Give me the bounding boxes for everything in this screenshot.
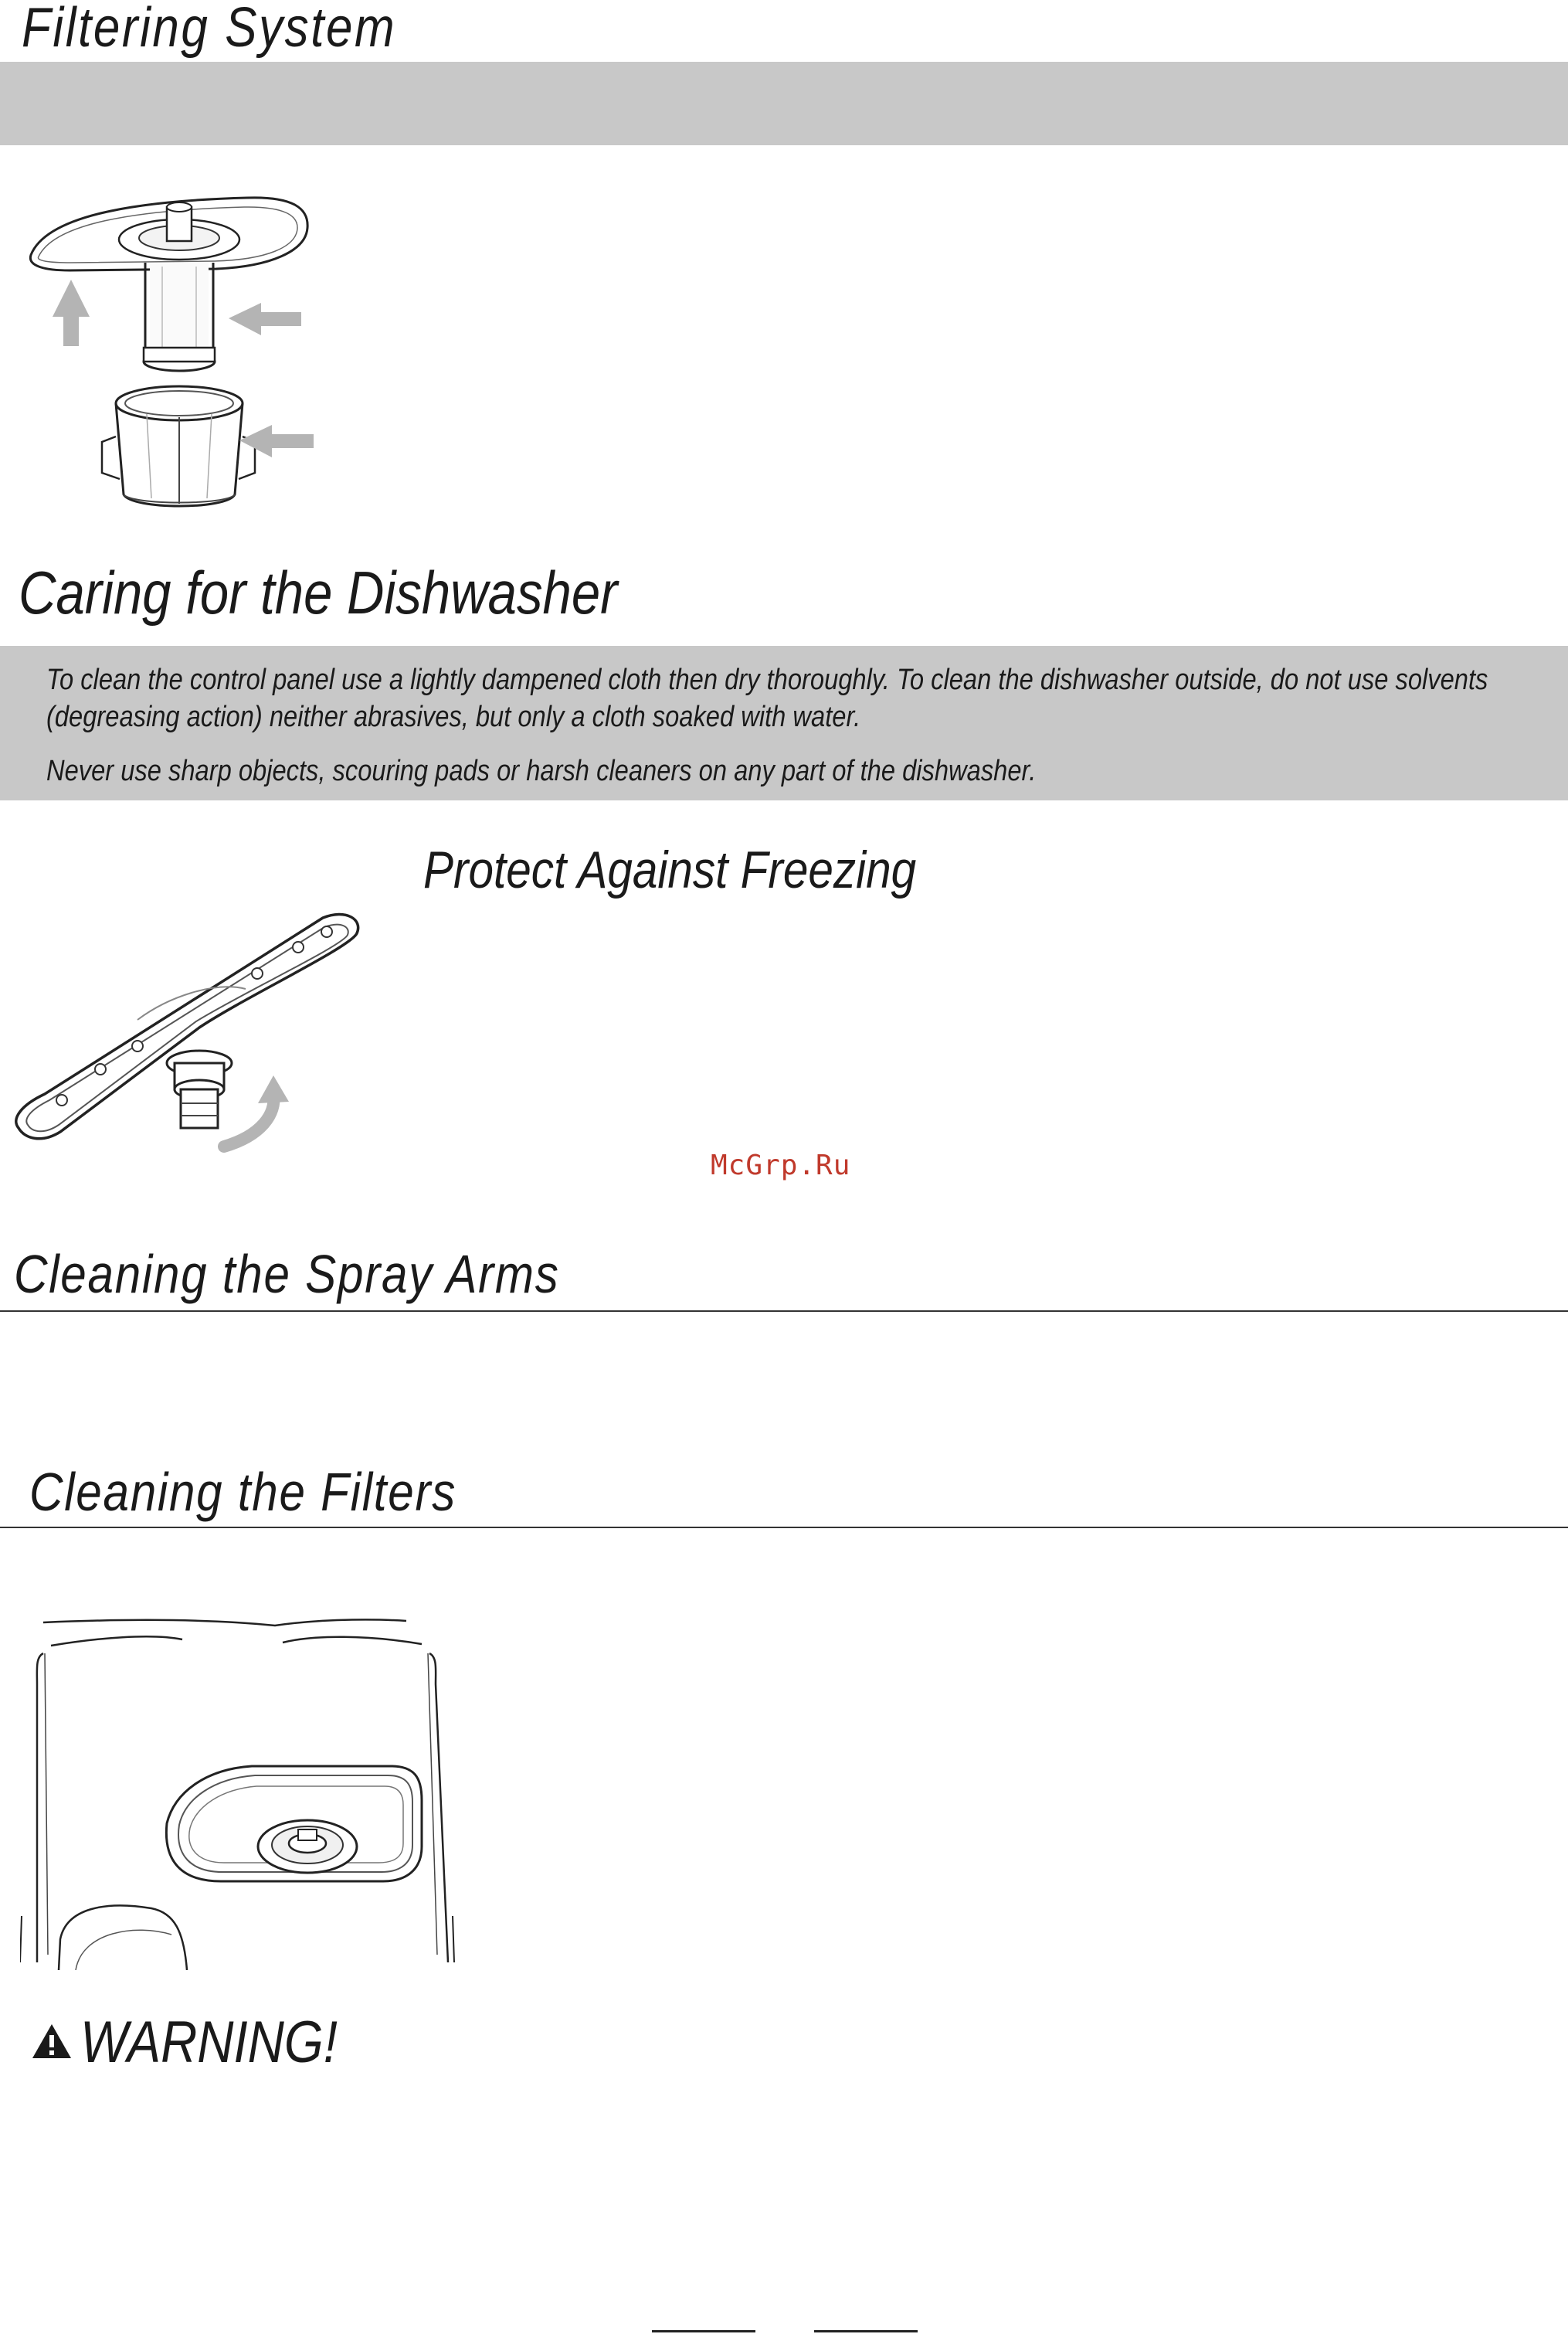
footer-line-left: [652, 2330, 755, 2332]
filter-assembly-illustration: [15, 185, 340, 518]
arrow-up-icon: [53, 280, 90, 346]
tub-filter-illustration: [20, 1615, 460, 1970]
arrow-left-icon: [229, 303, 301, 335]
caring-paragraph-2: Never use sharp objects, scouring pads or harsh cleaners on any part of the dishwasher.: [46, 755, 1037, 787]
filters-heading: Cleaning the Filters: [29, 1462, 457, 1522]
filtering-system-heading: Filtering System: [22, 0, 397, 59]
caring-paragraph-1: To clean the control panel use a lightly dampened cloth then dry thoroughly. To clean the dishwasher outside, do not use solvents (degreasing action) neither abrasives, but only a cloth soaked with water.: [46, 664, 1488, 733]
watermark: McGrp.Ru: [711, 1150, 851, 1181]
filtering-system-band: [0, 62, 1568, 145]
arrow-left-icon: [239, 425, 314, 457]
caring-heading: Caring for the Dishwasher: [19, 559, 618, 627]
spray-arms-heading: Cleaning the Spray Arms: [14, 1244, 560, 1304]
spray-arm-illustration: [14, 912, 369, 1159]
footer-line-right: [814, 2330, 918, 2332]
warning-heading: WARNING!: [80, 2010, 338, 2075]
curved-arrow-icon: [224, 1075, 289, 1147]
warning-triangle-icon: [31, 2023, 73, 2060]
spray-arms-rule: [0, 1310, 1568, 1312]
filters-rule: [0, 1527, 1568, 1528]
freezing-heading: Protect Against Freezing: [423, 841, 917, 899]
